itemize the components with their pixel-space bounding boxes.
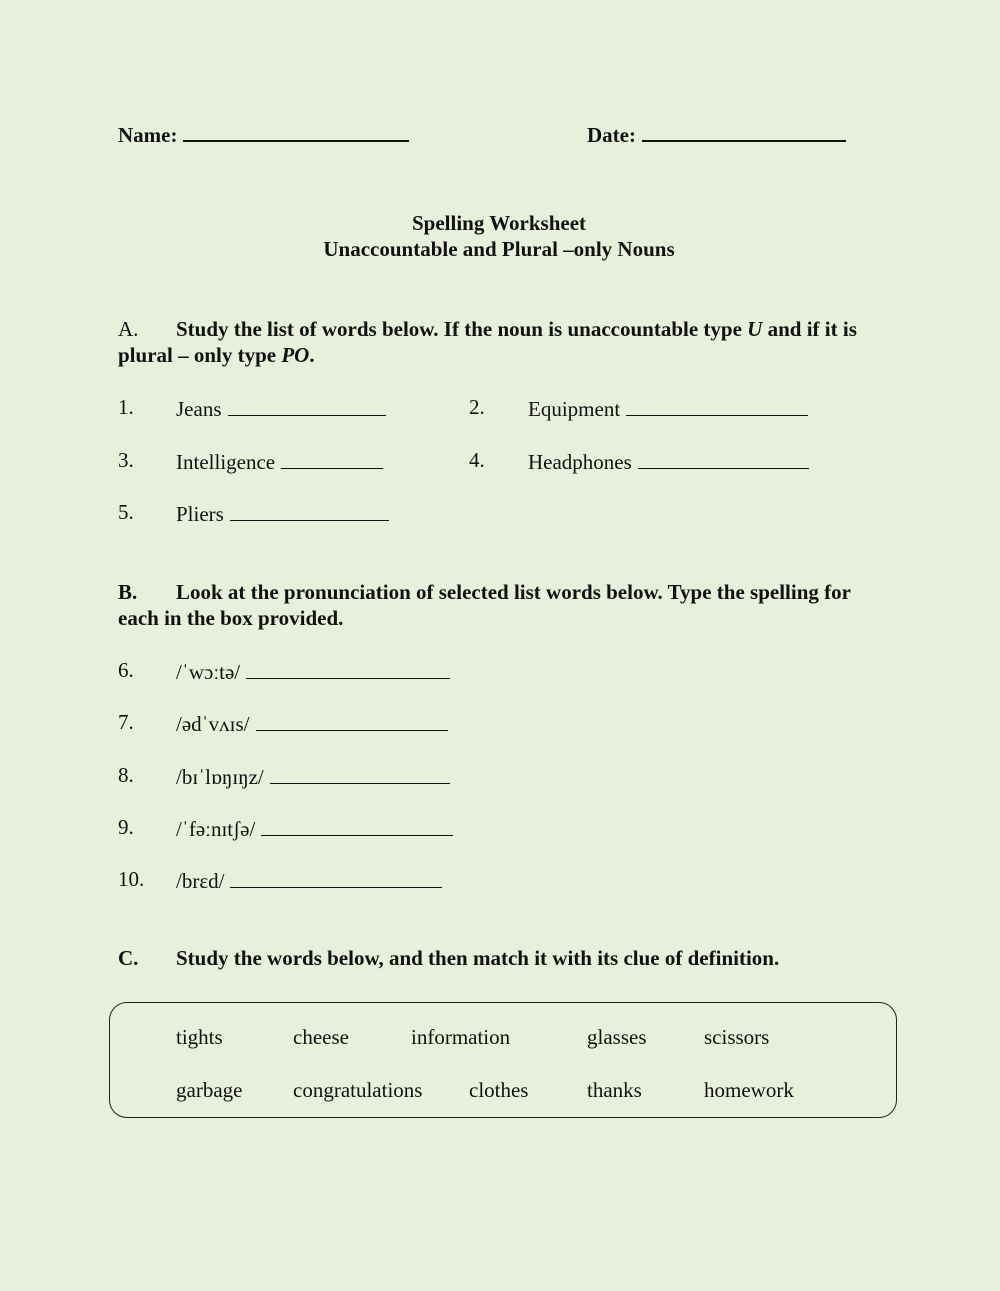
word-bank-item: scissors (704, 1025, 770, 1049)
worksheet-title: Spelling Worksheet (411, 211, 587, 235)
answer-blank[interactable] (228, 395, 386, 416)
word-bank-item: homework (704, 1078, 794, 1102)
answer-blank[interactable] (230, 867, 442, 888)
answer-blank[interactable] (256, 710, 448, 731)
list-item: Jeans (176, 395, 386, 421)
section-c-instruction: C. Study the words below, and then match it with its clue of definition. (118, 946, 780, 970)
list-item: /brɛd/ (176, 867, 442, 893)
answer-blank[interactable] (230, 500, 389, 521)
list-item: 5. (118, 500, 134, 524)
list-item: 7. (118, 710, 134, 734)
list-item: /ˈfəːnɪtʃə/ (176, 815, 453, 841)
list-item: 1. (118, 395, 134, 419)
section-b-instruction: B. Look at the pronunciation of selected list words below. Type the spelling for each in the box provided. (118, 580, 851, 630)
list-item: Headphones (528, 448, 809, 474)
list-item: 2. (469, 395, 485, 419)
answer-blank[interactable] (246, 658, 450, 679)
section-b-letter: B. (118, 580, 138, 604)
list-item: 10. (118, 867, 145, 891)
list-item: 4. (469, 448, 485, 472)
list-item: /bɪˈlɒŋɪŋz/ (176, 763, 450, 789)
list-item: 6. (118, 658, 134, 682)
list-item: 9. (118, 815, 134, 839)
word-bank-item: cheese (293, 1025, 349, 1049)
answer-blank[interactable] (261, 815, 453, 836)
date-blank[interactable] (642, 118, 846, 142)
list-item: 8. (118, 763, 134, 787)
word-bank-item: tights (176, 1025, 223, 1049)
date-field[interactable] (587, 118, 846, 147)
word-bank-item: thanks (587, 1078, 642, 1102)
answer-blank[interactable] (281, 448, 383, 469)
list-item: /ədˈvʌɪs/ (176, 710, 448, 736)
section-c-letter: C. (118, 946, 139, 970)
name-blank[interactable] (183, 118, 409, 142)
section-a-letter: A. (118, 317, 139, 341)
list-item: 3. (118, 448, 134, 472)
answer-blank[interactable] (626, 395, 808, 416)
word-bank-item: clothes (469, 1078, 529, 1102)
code-po: PO (281, 343, 310, 367)
answer-blank[interactable] (270, 763, 450, 784)
word-bank-item: information (411, 1025, 511, 1049)
name-field[interactable] (118, 118, 409, 147)
list-item: Pliers (176, 500, 389, 526)
list-item: /ˈwɔːtə/ (176, 658, 450, 684)
word-bank-item: garbage (176, 1078, 243, 1102)
list-item: Intelligence (176, 448, 383, 474)
answer-blank[interactable] (638, 448, 809, 469)
worksheet-subtitle: Unaccountable and Plural –only Nouns (323, 237, 675, 261)
word-bank-item: congratulations (293, 1078, 423, 1102)
date-label: Date: (587, 123, 636, 147)
list-item: Equipment (528, 395, 808, 421)
name-label: Name: (118, 123, 178, 147)
word-bank-item: glasses (587, 1025, 647, 1049)
code-u: U (747, 317, 763, 341)
section-a-instruction: A. Study the list of words below. If the noun is unaccountable type U and if it is plural – only type PO. (118, 317, 857, 367)
